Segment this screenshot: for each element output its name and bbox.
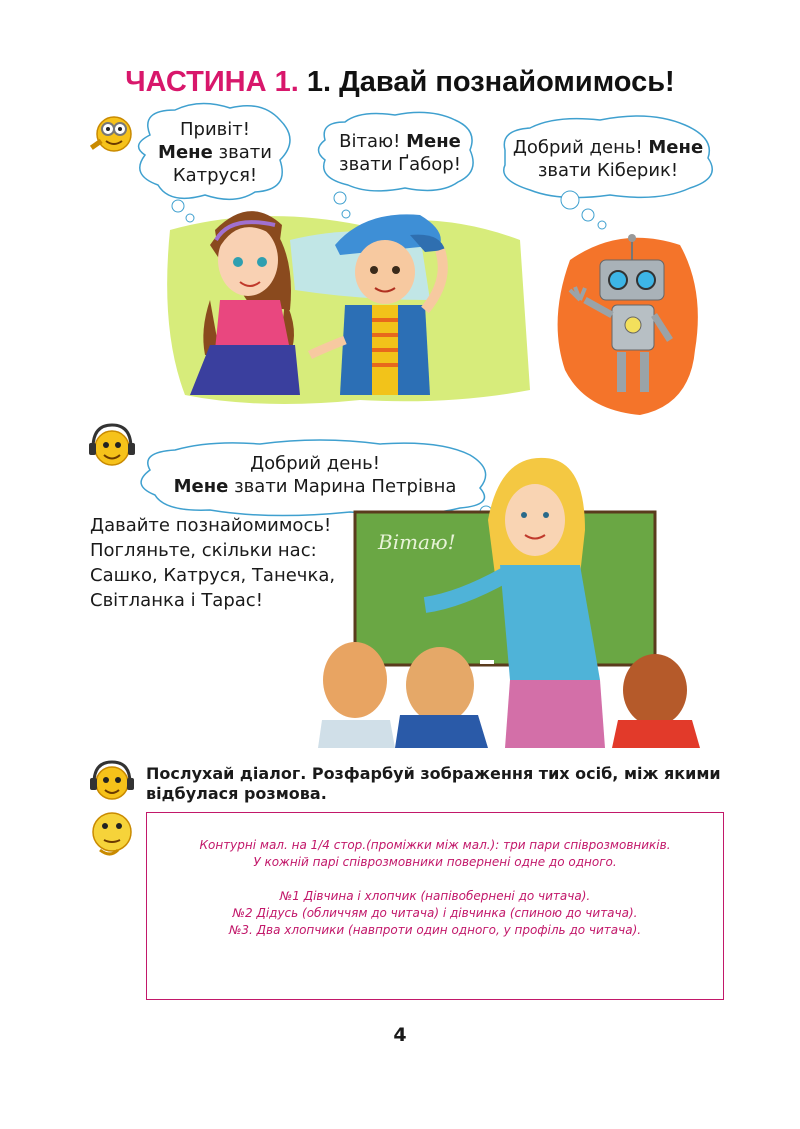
board-greeting: Вітаю!: [378, 530, 456, 554]
note-line: №3. Два хлопчики (навпроти один одного, у профіль до читача).: [228, 923, 642, 937]
task-instruction: Послухай діалог. Розфарбуй зображення тих осіб, між якими відбулася розмова.: [146, 764, 721, 803]
bubble-line: [503, 136, 713, 159]
teacher-paragraph: [90, 513, 350, 613]
note-line: Контурні мал. на 1/4 стор.(проміжки між мал.): три пари співрозмовників.: [199, 838, 671, 852]
part-label: ЧАСТИНА 1.: [125, 66, 299, 98]
headphones-smiley-icon: [90, 762, 134, 799]
bubble-bold-word: Мене: [158, 142, 213, 163]
note-line: У кожній парі співрозмовники повернені одне до одного.: [253, 855, 617, 869]
bubble-text-span: звати: [212, 142, 272, 163]
bubble-katrusia-text: [150, 118, 280, 187]
bubble-line: Катруся!: [172, 165, 258, 186]
paragraph-line: Сашко, Катруся, Танечка,: [90, 565, 336, 586]
bubble-line: [150, 141, 280, 164]
bubble-line: [150, 475, 480, 498]
page-number: 4: [393, 1024, 407, 1046]
lesson-title: 1. Давай познайомимось!: [306, 66, 675, 98]
headphones-smiley-icon: [89, 425, 135, 465]
paragraph-line: Погляньте, скільки нас:: [90, 540, 317, 561]
illustration-note-box: [146, 812, 724, 1000]
paragraph-line: Світланка і Тарас!: [90, 590, 263, 611]
bubble-text-span: Вітаю!: [339, 131, 407, 152]
bubble-bold-word: Мене: [406, 131, 461, 152]
bubble-line: Привіт!: [180, 119, 250, 140]
bubble-bold-word: Мене: [648, 137, 704, 158]
thinking-smiley-icon: [93, 813, 131, 854]
bubble-bold-word: Мене: [173, 476, 229, 497]
bubble-teacher-text: [150, 452, 480, 498]
bubble-line: звати Ґабор!: [339, 154, 461, 175]
magnifier-smiley-icon: [90, 117, 131, 151]
bubble-kiberyk-text: [503, 136, 713, 182]
bubble-text-span: звати Марина Петрівна: [228, 476, 457, 497]
note-spacer: [147, 871, 723, 888]
bubble-line: Добрий день!: [250, 453, 380, 474]
bubble-line: звати Кіберик!: [537, 160, 679, 181]
paragraph-line: Давайте познайомимось!: [90, 515, 332, 536]
bubble-line: [325, 130, 475, 153]
note-line: №1 Дівчина і хлопчик (напівобернені до читача).: [279, 889, 591, 903]
note-line: №2 Дідусь (обличчям до читача) і дівчинка (спиною до читача).: [232, 906, 638, 920]
bubble-gabor-text: [325, 130, 475, 176]
bubble-text-span: Добрий день!: [512, 137, 649, 158]
